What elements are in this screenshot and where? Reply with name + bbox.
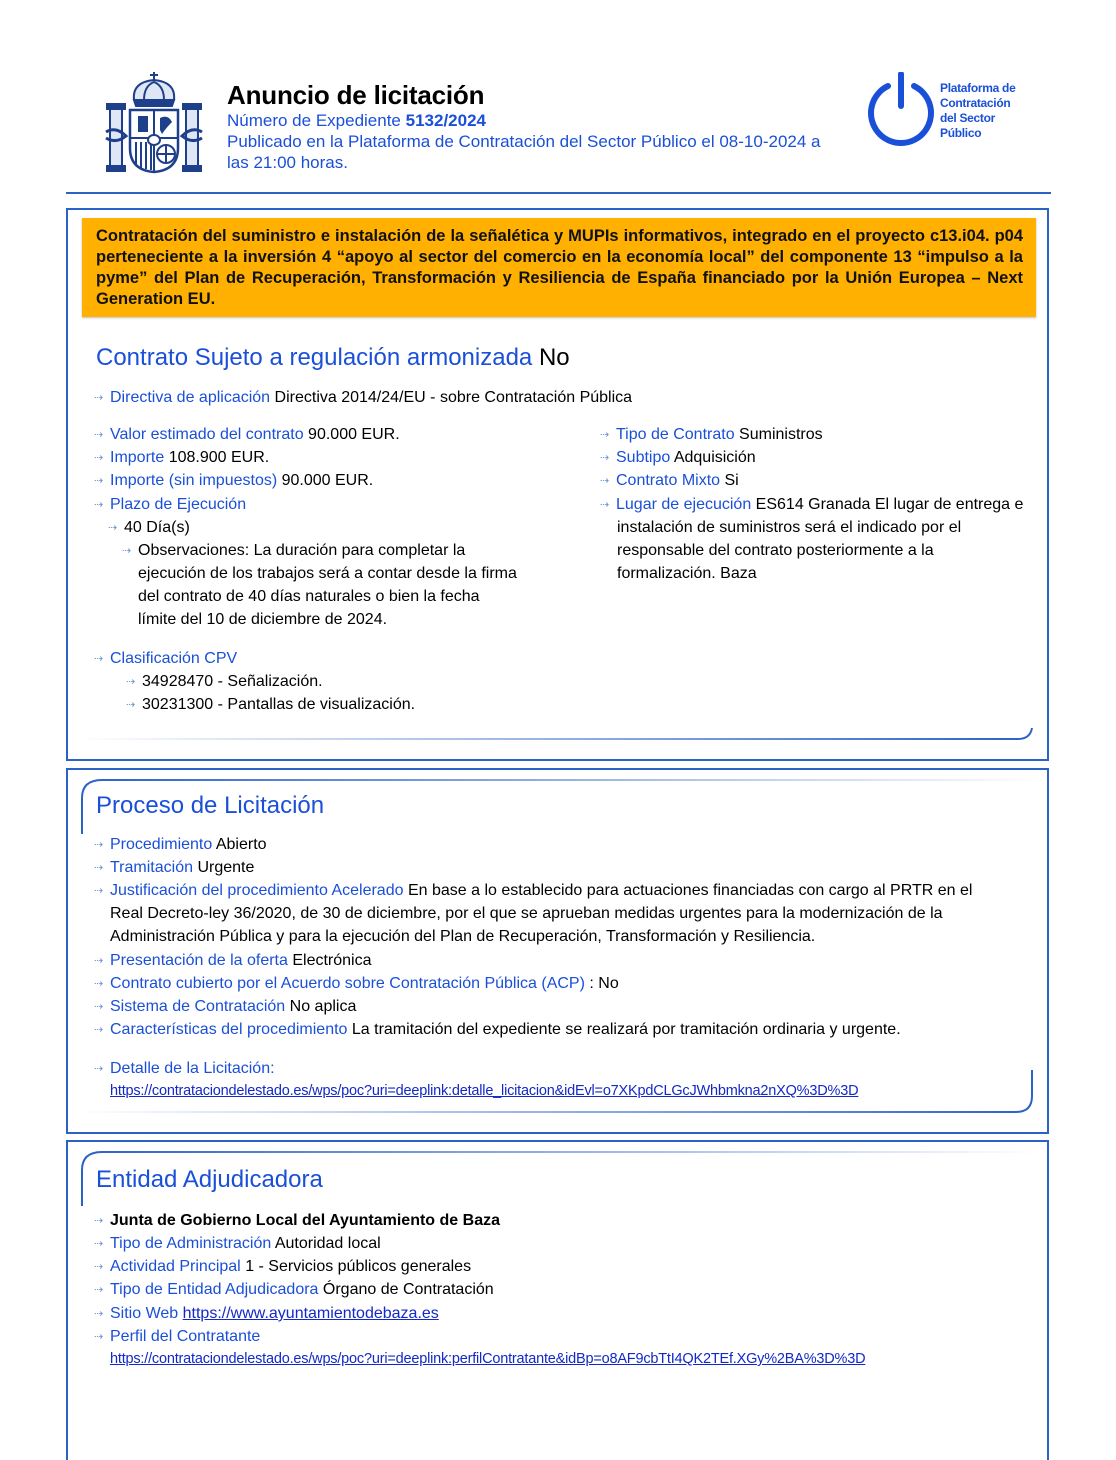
perfil-contratante-row: ⇢ Perfil del Contratante bbox=[94, 1325, 260, 1349]
justificacion-line: Real Decreto-ley 36/2020, de 30 de diciembre, por el que se aprueban medidas urgentes para la modernización de la bbox=[110, 905, 943, 922]
summary-panel bbox=[66, 208, 1049, 761]
plazo-value-row: ⇢ 40 Día(s) bbox=[108, 516, 190, 540]
entidad-panel bbox=[66, 1140, 1049, 1460]
arrow-icon: ⇢ bbox=[94, 1284, 103, 1296]
arrow-icon: ⇢ bbox=[94, 862, 103, 874]
expediente-line bbox=[227, 110, 867, 131]
spain-coat-of-arms-icon bbox=[104, 70, 204, 174]
arrow-icon: ⇢ bbox=[94, 475, 103, 487]
observaciones-line: del contrato de 40 días naturales o bien la fecha bbox=[138, 588, 480, 605]
proceso-panel bbox=[66, 768, 1049, 1134]
arrow-icon: ⇢ bbox=[94, 1238, 103, 1250]
arrow-icon: ⇢ bbox=[94, 885, 103, 897]
arrow-icon: ⇢ bbox=[94, 452, 103, 464]
arrow-icon: ⇢ bbox=[122, 545, 131, 557]
observaciones-line: ejecución de los trabajos será a contar desde la firma bbox=[138, 565, 517, 582]
importe-row: ⇢ Importe 108.900 EUR. bbox=[94, 446, 269, 470]
expediente-label: Número de Expediente bbox=[227, 111, 401, 130]
tipo-entidad-row: ⇢ Tipo de Entidad Adjudicadora Órgano de Contratación bbox=[94, 1278, 494, 1302]
published-line-1: Publicado en la Plataforma de Contratación del Sector Público el 08-10-2024 a bbox=[227, 132, 821, 151]
arrow-icon: ⇢ bbox=[108, 522, 117, 534]
arrow-icon: ⇢ bbox=[94, 1063, 103, 1075]
detalle-row: ⇢ Detalle de la Licitación: bbox=[94, 1057, 275, 1081]
arrow-icon: ⇢ bbox=[94, 1024, 103, 1036]
header-divider bbox=[66, 192, 1051, 194]
armonizada-value: No bbox=[538, 344, 570, 371]
arrow-icon: ⇢ bbox=[94, 1261, 103, 1273]
tipo-administracion-row: ⇢ Tipo de Administración Autoridad local bbox=[94, 1232, 381, 1256]
presentacion-row: ⇢ Presentación de la oferta Electrónica bbox=[94, 949, 372, 973]
actividad-principal-row: ⇢ Actividad Principal 1 - Servicios públicos generales bbox=[94, 1255, 471, 1279]
entidad-name-row: ⇢ Junta de Gobierno Local del Ayuntamiento de Baza bbox=[94, 1209, 500, 1233]
cpv-row: ⇢ Clasificación CPV bbox=[94, 647, 237, 671]
arrow-icon: ⇢ bbox=[94, 653, 103, 665]
platform-logo bbox=[866, 72, 1036, 150]
expediente-number: 5132/2024 bbox=[405, 111, 486, 130]
tramitacion-row: ⇢ Tramitación Urgente bbox=[94, 856, 254, 880]
title-block bbox=[227, 80, 867, 173]
decorative-curve bbox=[78, 720, 1038, 742]
arrow-icon: ⇢ bbox=[94, 1308, 103, 1320]
perfil-contratante-link[interactable]: https://contrataciondelestado.es/wps/poc?uri=deeplink:perfilContratante&idBp=o8AF9cbTtI4QK2TEf.XGy%2BA%3D%3D bbox=[110, 1351, 866, 1367]
arrow-icon: ⇢ bbox=[94, 978, 103, 990]
arrow-icon: ⇢ bbox=[94, 955, 103, 967]
contrato-mixto-row: ⇢ Contrato Mixto Si bbox=[600, 469, 739, 493]
platform-logo-text: Plataforma de Contratación del Sector Público bbox=[940, 81, 1016, 140]
arrow-icon: ⇢ bbox=[94, 1215, 103, 1227]
proceso-heading: Proceso de Licitación bbox=[96, 792, 325, 819]
lugar-line: responsable del contrato posteriormente a la bbox=[617, 542, 934, 559]
arrow-icon: ⇢ bbox=[600, 499, 609, 511]
arrow-icon: ⇢ bbox=[94, 1331, 103, 1343]
lugar-ejecucion-row: ⇢ Lugar de ejecución ES614 Granada El lugar de entrega e bbox=[600, 493, 1023, 517]
sitio-web-row: ⇢ Sitio Web https://www.ayuntamientodebaza.es bbox=[94, 1302, 439, 1326]
arrow-icon: ⇢ bbox=[94, 429, 103, 441]
arrow-icon: ⇢ bbox=[94, 839, 103, 851]
directiva-row: ⇢ Directiva de aplicación Directiva 2014/24/EU - sobre Contratación Pública bbox=[94, 386, 632, 410]
plazo-ejecucion-row: ⇢ Plazo de Ejecución bbox=[94, 493, 246, 517]
arrow-icon: ⇢ bbox=[94, 392, 103, 404]
sistema-row: ⇢ Sistema de Contratación No aplica bbox=[94, 995, 356, 1019]
subtipo-row: ⇢ Subtipo Adquisición bbox=[600, 446, 756, 470]
arrow-icon: ⇢ bbox=[600, 475, 609, 487]
power-icon bbox=[866, 72, 936, 148]
arrow-icon: ⇢ bbox=[94, 499, 103, 511]
procedimiento-row: ⇢ Procedimiento Abierto bbox=[94, 833, 267, 857]
valor-estimado-row: ⇢ Valor estimado del contrato 90.000 EUR. bbox=[94, 423, 400, 447]
arrow-icon: ⇢ bbox=[600, 429, 609, 441]
justificacion-row: ⇢ Justificación del procedimiento Acelerado En base a lo establecido para actuaciones financiadas con cargo al PRTR en el bbox=[94, 879, 972, 903]
detalle-link-row bbox=[110, 1080, 858, 1103]
armonizada-heading: Contrato Sujeto a regulación armonizada No bbox=[96, 344, 570, 371]
cpv-item: ⇢ 34928470 - Señalización. bbox=[126, 670, 323, 694]
arrow-icon: ⇢ bbox=[600, 452, 609, 464]
observaciones-line: límite del 10 de diciembre de 2024. bbox=[138, 611, 388, 628]
importe-sin-impuestos-row: ⇢ Importe (sin impuestos) 90.000 EUR. bbox=[94, 469, 373, 493]
caracteristicas-row: ⇢ Características del procedimiento La tramitación del expediente se realizará por tramitación ordinaria y urgente. bbox=[94, 1018, 901, 1042]
lugar-line: instalación de suministros será el indicado por el bbox=[617, 519, 962, 536]
lugar-line: formalización. Baza bbox=[617, 565, 757, 582]
sitio-web-link[interactable]: https://www.ayuntamientodebaza.es bbox=[182, 1305, 439, 1322]
perfil-link-row bbox=[110, 1348, 865, 1371]
acp-row: ⇢ Contrato cubierto por el Acuerdo sobre Contratación Pública (ACP) : No bbox=[94, 972, 619, 996]
arrow-icon: ⇢ bbox=[94, 1001, 103, 1013]
document-header bbox=[0, 0, 1116, 200]
detalle-licitacion-link[interactable]: https://contrataciondelestado.es/wps/poc?uri=deeplink:detalle_licitacion&idEvl=o7XKpdCLGcJWhbmkna2nXQ%3D%3D bbox=[110, 1083, 859, 1099]
contract-description: Contratación del suministro e instalación de la señalética y MUPIs informativos, integrado en el proyecto c13.i04. p04 perteneciente a la inversión 4 “apoyo al sector del comercio en la economía local” del componente 13 “impulso a la pyme” del Plan de Recuperación, Transformación y Resiliencia de España financiado por la Unión Europea – Next Generation EU. bbox=[82, 218, 1036, 317]
arrow-icon: ⇢ bbox=[126, 699, 135, 711]
tipo-contrato-row: ⇢ Tipo de Contrato Suministros bbox=[600, 423, 823, 447]
published-line-2: las 21:00 horas. bbox=[227, 153, 348, 172]
observaciones-row: ⇢ Observaciones: La duración para completar la bbox=[122, 539, 465, 563]
page-title: Anuncio de licitación bbox=[227, 80, 485, 110]
arrow-icon: ⇢ bbox=[126, 676, 135, 688]
cpv-item: ⇢ 30231300 - Pantallas de visualización. bbox=[126, 693, 415, 717]
justificacion-line: Administración Pública y para la ejecución del Plan de Recuperación, Transformación y Resiliencia. bbox=[110, 928, 816, 945]
entidad-heading: Entidad Adjudicadora bbox=[96, 1166, 323, 1193]
